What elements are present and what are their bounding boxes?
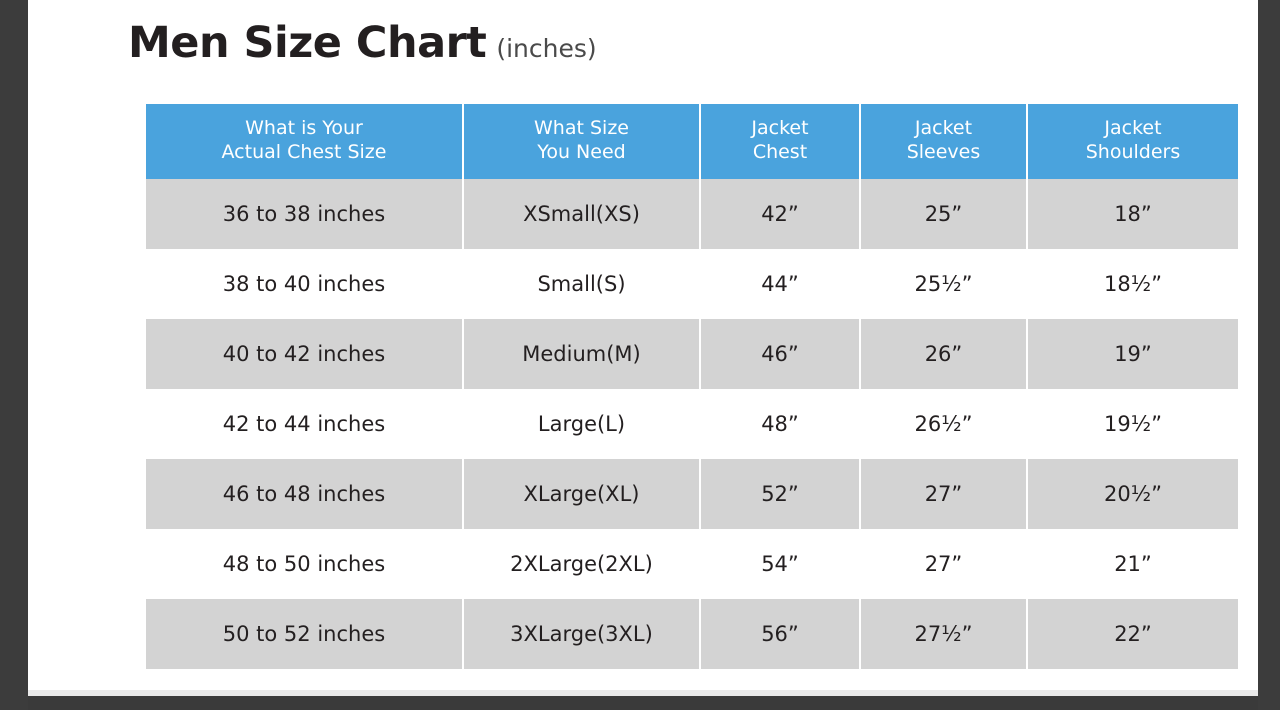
cell-jacket-sleeves: 26” <box>860 319 1027 389</box>
cell-size-needed: Large(L) <box>463 389 700 459</box>
cell-size-needed: 3XLarge(3XL) <box>463 599 700 669</box>
table-header-row <box>146 104 1238 179</box>
cell-jacket-sleeves: 27” <box>860 459 1027 529</box>
column-header-jacket-sleeves <box>860 104 1027 179</box>
table-row <box>146 389 1238 459</box>
column-header-jacket-shoulders <box>1027 104 1238 179</box>
cell-jacket-shoulders: 19” <box>1027 319 1238 389</box>
cell-jacket-chest: 48” <box>700 389 860 459</box>
cell-jacket-shoulders: 19½” <box>1027 389 1238 459</box>
page-bottom-edge <box>28 690 1258 696</box>
column-header-line2: Actual Chest Size <box>221 140 387 163</box>
column-header-line1: Jacket <box>914 117 973 139</box>
table-row <box>146 459 1238 529</box>
table-row <box>146 599 1238 669</box>
right-gutter <box>1258 0 1280 710</box>
cell-jacket-chest: 52” <box>700 459 860 529</box>
cell-chest-size: 38 to 40 inches <box>146 249 463 319</box>
size-chart-table <box>146 104 1238 669</box>
cell-size-needed: XSmall(XS) <box>463 179 700 249</box>
column-header-line1: Jacket <box>751 117 809 139</box>
page-title <box>128 18 597 68</box>
column-header-actual-chest-size <box>146 104 463 179</box>
cell-chest-size: 50 to 52 inches <box>146 599 463 669</box>
column-header-line1: What is Your <box>245 117 363 139</box>
cell-jacket-chest: 54” <box>700 529 860 599</box>
cell-jacket-shoulders: 22” <box>1027 599 1238 669</box>
cell-jacket-chest: 46” <box>700 319 860 389</box>
cell-chest-size: 48 to 50 inches <box>146 529 463 599</box>
column-header-line2: Shoulders <box>1085 140 1181 163</box>
table-header <box>146 104 1238 179</box>
page-title-unit: (inches) <box>496 34 597 63</box>
cell-chest-size: 40 to 42 inches <box>146 319 463 389</box>
page-title-main: Men Size Chart <box>128 18 487 68</box>
column-header-line2: Sleeves <box>906 140 981 163</box>
cell-chest-size: 46 to 48 inches <box>146 459 463 529</box>
table-body <box>146 179 1238 669</box>
cell-jacket-chest: 44” <box>700 249 860 319</box>
cell-jacket-chest: 42” <box>700 179 860 249</box>
cell-jacket-sleeves: 25½” <box>860 249 1027 319</box>
cell-size-needed: Small(S) <box>463 249 700 319</box>
column-header-line2: Chest <box>752 140 808 163</box>
cell-jacket-sleeves: 27½” <box>860 599 1027 669</box>
table-row <box>146 249 1238 319</box>
cell-jacket-shoulders: 18” <box>1027 179 1238 249</box>
cell-size-needed: XLarge(XL) <box>463 459 700 529</box>
cell-size-needed: 2XLarge(2XL) <box>463 529 700 599</box>
column-header-line1: Jacket <box>1104 117 1162 139</box>
table-row <box>146 319 1238 389</box>
cell-jacket-shoulders: 20½” <box>1027 459 1238 529</box>
table-row <box>146 529 1238 599</box>
cell-jacket-shoulders: 18½” <box>1027 249 1238 319</box>
column-header-line1: What Size <box>534 117 629 139</box>
table-row <box>146 179 1238 249</box>
document-page <box>28 0 1258 690</box>
cell-size-needed: Medium(M) <box>463 319 700 389</box>
cell-jacket-sleeves: 27” <box>860 529 1027 599</box>
cell-chest-size: 42 to 44 inches <box>146 389 463 459</box>
cell-jacket-sleeves: 25” <box>860 179 1027 249</box>
left-gutter <box>0 0 28 710</box>
cell-jacket-sleeves: 26½” <box>860 389 1027 459</box>
column-header-size-needed <box>463 104 700 179</box>
column-header-jacket-chest <box>700 104 860 179</box>
cell-jacket-chest: 56” <box>700 599 860 669</box>
cell-jacket-shoulders: 21” <box>1027 529 1238 599</box>
column-header-line2: You Need <box>537 140 626 163</box>
cell-chest-size: 36 to 38 inches <box>146 179 463 249</box>
